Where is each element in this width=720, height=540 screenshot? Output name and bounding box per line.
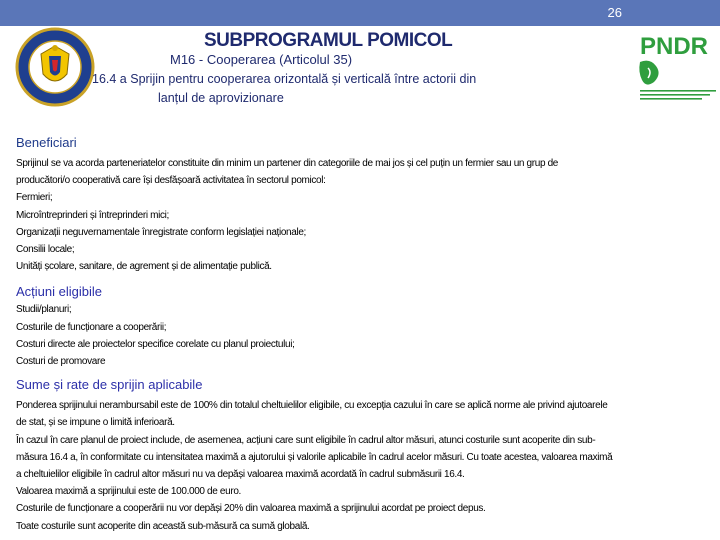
pndr-logo [636, 28, 720, 108]
sume-line: de stat, și se impune o limită inferioară. [16, 417, 175, 429]
beneficiari-line: producători/o cooperativă care își desfășoară activitatea în sectorul pomicol: [16, 175, 326, 187]
submeasure-line-2: lanțul de aprovizionare [158, 91, 284, 105]
section-heading-sume: Sume și rate de sprijin aplicabile [16, 377, 203, 393]
sume-line: Costurile de funcționare a cooperării nu vor depăși 20% din valoarea maximă a sprijinului acordat pe proiect depus. [16, 503, 486, 515]
page-title: SUBPROGRAMUL POMICOL [204, 30, 453, 51]
top-bar [0, 0, 720, 26]
actiuni-line: Costuri de promovare [16, 356, 106, 368]
sume-line: a cheltuielilor eligibile în cadrul altor măsuri nu va depăși valoarea maximă acordată în cadrul submăsurii 16.4. [16, 469, 465, 481]
beneficiari-line: Microîntreprinderi și întreprinderi mici; [16, 209, 169, 221]
beneficiari-line: Organizații neguvernamentale înregistrate conform legislației naționale; [16, 226, 306, 238]
page-number: 26 [607, 5, 622, 20]
beneficiari-line: Consilii locale; [16, 244, 75, 256]
actiuni-line: Studii/planuri; [16, 304, 72, 316]
sume-line: Valoarea maximă a sprijinului este de 100.000 de euro. [16, 486, 241, 498]
ministry-emblem-logo [14, 26, 96, 108]
actiuni-line: Costuri directe ale proiectelor specifice corelate cu planul proiectului; [16, 338, 295, 350]
measure-subtitle: M16 - Cooperarea (Articolul 35) [170, 52, 353, 67]
pndr-logo-text: PNDR [640, 33, 709, 60]
submeasure-line-1: 16.4 a Sprijin pentru cooperarea orizontală și verticală între actorii din [92, 72, 477, 86]
actiuni-line: Costurile de funcționare a cooperării; [16, 321, 167, 333]
beneficiari-line: Unități școlare, sanitare, de agrement și de alimentație publică. [16, 261, 272, 273]
section-heading-beneficiari: Beneficiari [16, 135, 77, 150]
content-body [16, 134, 706, 535]
sume-line: În cazul în care planul de proiect include, de asemenea, acțiuni care sunt eligibile în cadrul altor măsuri, atunci costurile sunt acoperite din sub- [16, 434, 596, 446]
beneficiari-line: Sprijinul se va acorda parteneriatelor constituite din minim un partener din categoriile de mai jos și cel puțin un fermier sau un grup de [16, 158, 559, 169]
sume-line: Ponderea sprijinului nerambursabil este de 100% din totalul cheltuielilor eligibile, cu excepția cazului în care se aplică norme ale privind ajutoarele [16, 400, 608, 412]
sume-line: Toate costurile sunt acoperite din această sub-măsură ca sumă globală. [16, 520, 310, 532]
sume-line: măsura 16.4 a, în conformitate cu intensitatea maximă a ajutorului și valorile aplicabile în cadrul acelor măsuri. Cu toate acestea, valoarea maximă [16, 451, 613, 463]
section-heading-actiuni: Acțiuni eligibile [16, 284, 102, 300]
beneficiari-line: Fermieri; [16, 192, 53, 204]
